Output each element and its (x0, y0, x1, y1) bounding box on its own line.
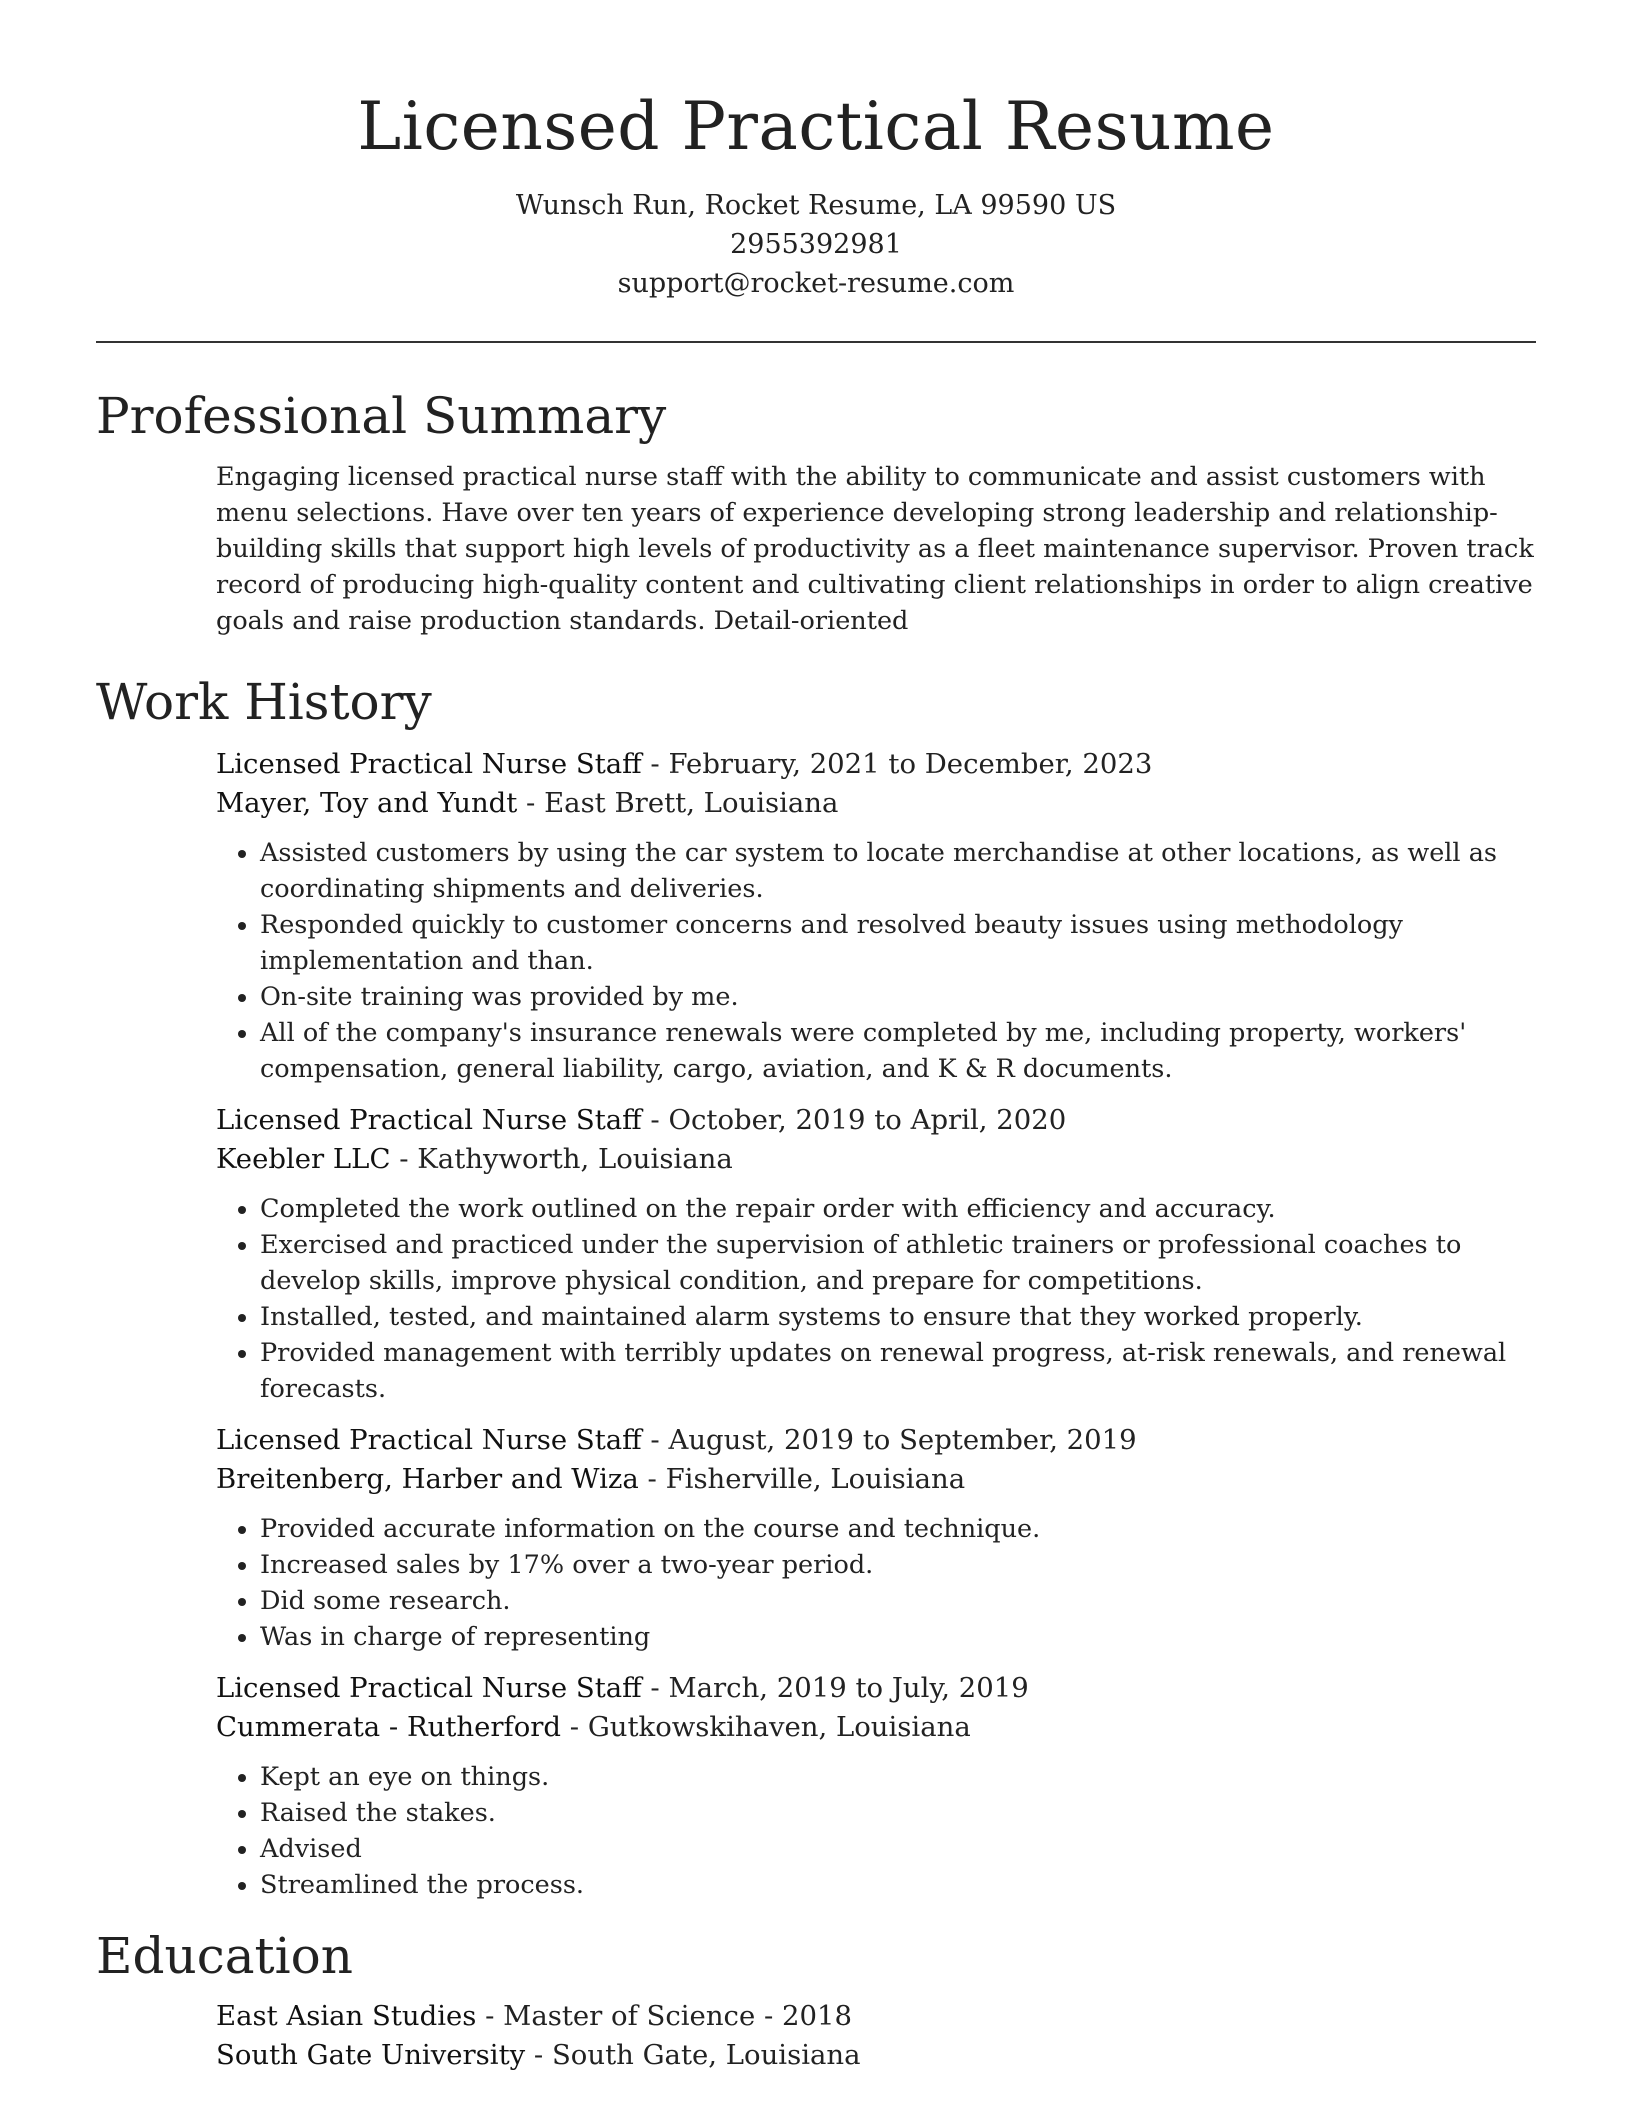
job-bullets (216, 1191, 1536, 1407)
education-entry (216, 1997, 1536, 2075)
education-year: 2018 (782, 2000, 853, 2032)
contact-email: support@rocket-resume.com (617, 268, 1015, 299)
job-position: Licensed Practical Nurse Staff (216, 748, 642, 780)
job-bullet: • Advised (260, 1831, 1536, 1867)
job-bullet: • Completed the work outlined on the repair order with efficiency and accuracy. (260, 1191, 1536, 1227)
job-company-line: Keebler LLC - Kathyworth, Louisiana (216, 1143, 733, 1175)
resume-header (96, 0, 1536, 303)
education-school: South Gate University (216, 2039, 526, 2071)
job-title-line: Licensed Practical Nurse Staff - October, 2019 to April, 2020 (216, 1104, 1067, 1136)
job-title-line: Licensed Practical Nurse Staff - March, 2019 to July, 2019 (216, 1672, 1029, 1704)
job-entry (216, 1669, 1536, 1903)
job-company-line: Mayer, Toy and Yundt - East Brett, Louisiana (216, 787, 839, 819)
job-company: Breitenberg, Harber and Wiza (216, 1463, 639, 1495)
education-heading: Education (96, 1927, 353, 1985)
contact-phone: 2955392981 (730, 229, 902, 260)
job-bullet: • Assisted customers by using the car system to locate merchandise at other locations, as well as coordinating shipments and deliveries. (260, 835, 1536, 907)
job-dates: February, 2021 to December, 2023 (668, 748, 1153, 780)
job-company: Keebler LLC (216, 1143, 391, 1175)
job-location: East Brett, Louisiana (544, 787, 839, 819)
job-bullets (216, 1511, 1536, 1655)
job-bullet: • Did some research. (260, 1583, 1536, 1619)
job-location: Fisherville, Louisiana (665, 1463, 966, 1495)
job-bullet: • Streamlined the process. (260, 1867, 1536, 1903)
work-history-heading: Work History (96, 673, 432, 731)
job-dates: October, 2019 to April, 2020 (668, 1104, 1067, 1136)
job-dates: March, 2019 to July, 2019 (668, 1672, 1029, 1704)
job-bullet: • Increased sales by 17% over a two-year period. (260, 1547, 1536, 1583)
job-bullets (216, 835, 1536, 1087)
job-entry (216, 1421, 1536, 1655)
contact-address: Wunsch Run, Rocket Resume, LA 99590 US (515, 190, 1117, 221)
job-company: Cummerata - Rutherford (216, 1711, 562, 1743)
job-bullet: • Exercised and practiced under the supervision of athletic trainers or professional coaches to develop skills, improve physical condition, and prepare for competitions. (260, 1227, 1536, 1299)
job-location: Gutkowskihaven, Louisiana (587, 1711, 971, 1743)
job-entry (216, 745, 1536, 1087)
header-divider (96, 341, 1536, 343)
job-bullets (216, 1759, 1536, 1903)
job-bullet: • Provided accurate information on the course and technique. (260, 1511, 1536, 1547)
summary-text: Engaging licensed practical nurse staff with the ability to communicate and assist customers with menu selections. Have over ten years of experience developing strong leadership and relationship-building skills that support high levels of productivity as a fleet maintenance supervisor. Proven track record of producing high-quality content and cultivating client relationships in order to align creative goals and raise production standards. Detail-oriented (216, 462, 1534, 636)
education-field: East Asian Studies (216, 2000, 477, 2032)
job-bullet: • All of the company's insurance renewals were completed by me, including property, workers' compensation, general liability, cargo, aviation, and K & R documents. (260, 1015, 1536, 1087)
job-bullet: • Was in charge of representing (260, 1619, 1536, 1655)
job-company-line: Cummerata - Rutherford - Gutkowskihaven, Louisiana (216, 1711, 971, 1743)
job-bullet: • Kept an eye on things. (260, 1759, 1536, 1795)
education-location: South Gate, Louisiana (551, 2039, 861, 2071)
job-bullet: • Provided management with terribly updates on renewal progress, at-risk renewals, and renewal forecasts. (260, 1335, 1536, 1407)
summary-heading: Professional Summary (96, 387, 667, 445)
work-history-list (216, 745, 1536, 1903)
job-bullet: • On-site training was provided by me. (260, 979, 1536, 1015)
job-company-line: Breitenberg, Harber and Wiza - Fisherville, Louisiana (216, 1463, 966, 1495)
resume-page (96, 0, 1536, 2075)
education-degree: Master of Science (503, 2000, 756, 2032)
job-entry (216, 1101, 1536, 1407)
job-position: Licensed Practical Nurse Staff (216, 1424, 642, 1456)
job-bullet: • Responded quickly to customer concerns and resolved beauty issues using methodology implementation and than. (260, 907, 1536, 979)
job-position: Licensed Practical Nurse Staff (216, 1104, 642, 1136)
job-company: Mayer, Toy and Yundt (216, 787, 518, 819)
education-school-line: South Gate University - South Gate, Louisiana (216, 2039, 861, 2071)
education-degree-line: East Asian Studies - Master of Science - 2018 (216, 2000, 853, 2032)
job-title-line: Licensed Practical Nurse Staff - February, 2021 to December, 2023 (216, 748, 1153, 780)
job-position: Licensed Practical Nurse Staff (216, 1672, 642, 1704)
job-title-line: Licensed Practical Nurse Staff - August, 2019 to September, 2019 (216, 1424, 1137, 1456)
job-location: Kathyworth, Louisiana (417, 1143, 733, 1175)
job-bullet: • Raised the stakes. (260, 1795, 1536, 1831)
job-dates: August, 2019 to September, 2019 (668, 1424, 1137, 1456)
resume-name: Licensed Practical Resume (357, 88, 1275, 165)
contact-info (96, 186, 1536, 303)
job-bullet: • Installed, tested, and maintained alarm systems to ensure that they worked properly. (260, 1299, 1536, 1335)
